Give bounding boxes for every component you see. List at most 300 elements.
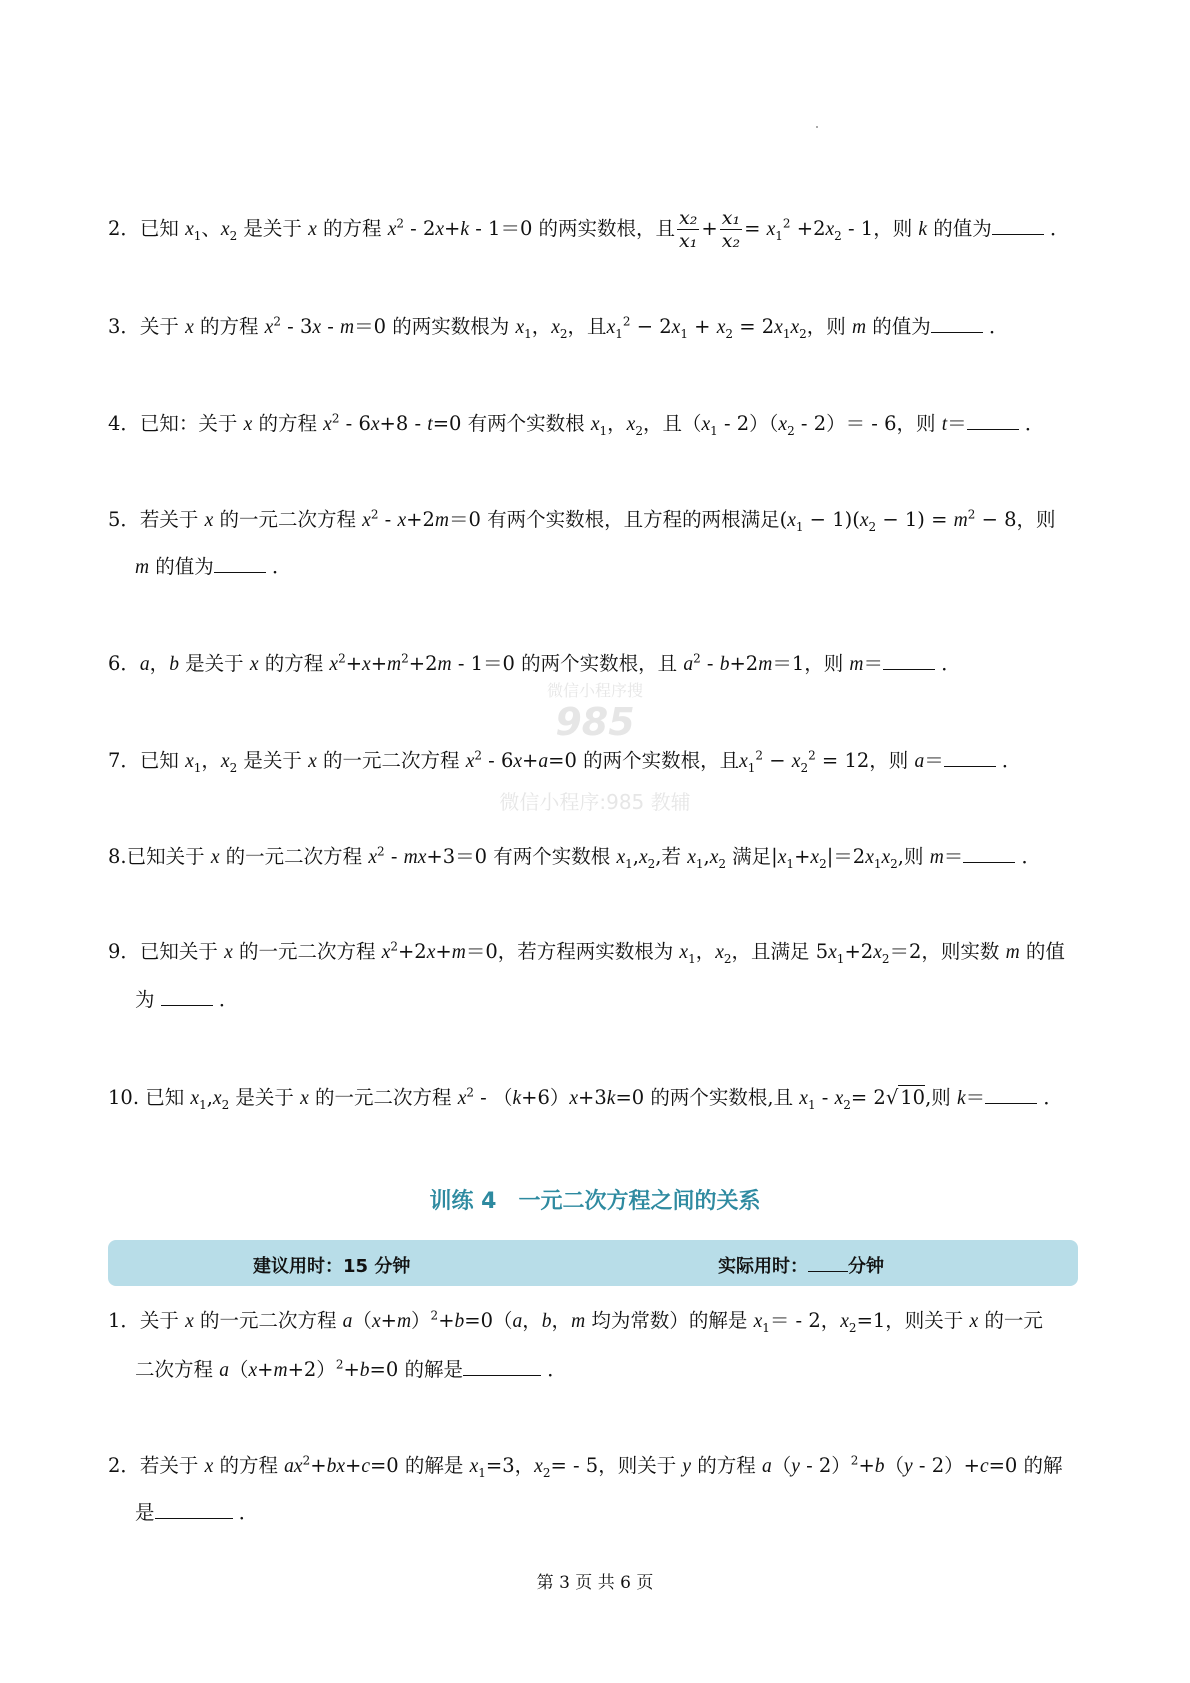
superscript: 2	[850, 1453, 859, 1468]
math-variable: x	[715, 942, 724, 963]
math-variable: x	[859, 510, 869, 531]
text: ，且	[567, 315, 607, 338]
answer-blank[interactable]	[944, 748, 996, 767]
math-variable: x	[185, 1311, 194, 1332]
subscript: 2	[868, 519, 877, 534]
text: ＝0 有两个实数根，且方程的两根满足(	[448, 508, 788, 531]
subscript: 1	[193, 760, 202, 775]
math-variable: m	[434, 510, 449, 531]
text: ．	[982, 315, 1009, 338]
subscript: 1	[695, 856, 704, 871]
text: -	[321, 315, 341, 338]
text: - 2	[403, 217, 436, 240]
text: +2	[844, 940, 874, 963]
text: 的值为	[927, 217, 992, 240]
text: 3．关于	[108, 315, 186, 338]
text: ）	[411, 1309, 431, 1332]
math-variable: x	[212, 1088, 222, 1109]
text: +	[438, 1309, 455, 1332]
math-variable: m	[437, 654, 452, 675]
text: 的方程	[213, 1454, 285, 1477]
text: 的值为	[866, 315, 931, 338]
math-variable: b	[359, 1360, 370, 1381]
text: |＝2	[826, 845, 866, 868]
subscript: 1	[782, 326, 791, 341]
text: 的方程	[691, 1454, 762, 1477]
text: - 6	[481, 749, 514, 772]
math-variable: x	[840, 1311, 849, 1332]
text: −	[763, 749, 792, 772]
math-variable: b	[874, 1456, 885, 1477]
problem-9	[108, 937, 1065, 968]
text: 的一元二次方程	[232, 940, 382, 963]
math-variable: x	[515, 317, 525, 338]
text: +3＝0 有两个实数根	[426, 845, 617, 868]
text: =0（	[464, 1309, 513, 1332]
math-variable: x	[969, 1311, 979, 1332]
superscript: 2	[474, 748, 482, 763]
subscript: 2	[221, 1097, 230, 1112]
text: 的一元二次方程	[193, 1309, 343, 1332]
math-variable: x	[220, 751, 230, 772]
text: ＝2，则实数	[889, 940, 1006, 963]
text: 的方程	[316, 217, 388, 240]
subscript: 2	[843, 1097, 851, 1112]
math-variable: x	[308, 751, 317, 772]
numerator: x₂	[679, 207, 698, 229]
text: 是	[135, 1501, 155, 1524]
text: =0 的两个实数根，且	[548, 749, 740, 772]
subscript: 1	[193, 228, 202, 243]
subscript: 1	[873, 856, 882, 871]
subscript: 1	[680, 326, 688, 341]
subscript: 1	[688, 951, 696, 966]
text: = 2	[733, 315, 775, 338]
answer-blank[interactable]	[985, 1085, 1037, 1104]
text: 的值	[1019, 940, 1065, 963]
text: +	[380, 1309, 397, 1332]
text: +	[345, 652, 363, 675]
subscript: 2	[647, 856, 656, 871]
text: =0 的解是	[369, 1358, 463, 1381]
text: +	[444, 217, 461, 240]
superscript: 2	[967, 507, 976, 522]
text: -	[700, 652, 720, 675]
actual-time	[718, 1252, 884, 1278]
text: （	[884, 1454, 905, 1477]
subscript: 2	[229, 760, 238, 775]
text: − 1) =	[876, 508, 954, 531]
text: +	[522, 749, 539, 772]
text: ＝	[863, 652, 884, 675]
page-footer: 第 3 页 共 6 页	[536, 1573, 654, 1593]
math-variable: a	[914, 751, 925, 772]
text: +2	[406, 508, 435, 531]
superscript: 2	[377, 844, 385, 859]
math-variable: c	[979, 1456, 989, 1477]
math-variable: x	[368, 847, 378, 868]
subscript: 1	[836, 951, 845, 966]
text: （	[771, 1454, 792, 1477]
superscript: 2	[430, 1308, 439, 1323]
math-variable: a	[512, 1311, 523, 1332]
superscript: 2	[755, 748, 764, 763]
text: +	[257, 1358, 274, 1381]
text: ，且（	[642, 412, 702, 435]
math-variable: x	[362, 654, 371, 675]
denominator: x₂	[721, 230, 741, 252]
math-variable: m	[571, 1311, 586, 1332]
text: 的方程	[258, 652, 330, 675]
math-variable: x	[248, 1360, 258, 1381]
math-variable: x	[534, 1456, 543, 1477]
math-variable: a	[683, 654, 694, 675]
text: =0 的两个实数根,且	[615, 1086, 800, 1109]
math-variable: x	[224, 942, 233, 963]
subscript: 2	[787, 423, 795, 438]
text: ＝	[965, 1086, 986, 1109]
math-variable: x	[590, 414, 600, 435]
math-variable: x	[469, 1456, 479, 1477]
text: 的一元二次方程	[316, 749, 466, 772]
text: +8 -	[379, 412, 428, 435]
math-variable: x	[701, 414, 711, 435]
subscript: 1	[795, 519, 804, 534]
text: 6．	[108, 652, 140, 675]
math-variable: x	[465, 751, 475, 772]
section-problem-1-cont	[135, 1355, 567, 1386]
math-variable: x	[825, 219, 835, 240]
subscript: 1	[478, 1465, 486, 1480]
text: - 2）+	[912, 1454, 980, 1477]
problem-9-cont	[135, 985, 238, 1015]
text: 二次方程	[135, 1358, 220, 1381]
text: ，	[551, 1309, 572, 1332]
text: − 1)(	[803, 508, 860, 531]
math-variable: x	[204, 510, 214, 531]
text: ，	[201, 749, 221, 772]
math-variable: a	[538, 751, 549, 772]
subscript: 2	[542, 1465, 551, 1480]
subscript: 1	[786, 856, 795, 871]
sqrt-radicand: 10	[900, 1086, 926, 1109]
math-variable: m	[851, 317, 867, 338]
text: 2．已知	[108, 217, 186, 240]
math-variable: x	[417, 847, 427, 868]
subscript: 2	[800, 760, 809, 775]
text: （	[352, 1309, 372, 1332]
section-problem-2	[108, 1451, 1063, 1482]
math-variable: x	[190, 1088, 200, 1109]
math-variable: y	[682, 1456, 692, 1477]
subscript: 1	[199, 1097, 207, 1112]
math-variable: x	[616, 847, 626, 868]
math-variable: x	[626, 414, 636, 435]
watermark-line2: 微信小程序:985 教辅	[499, 790, 691, 814]
text: =0 有两个实数根	[432, 412, 591, 435]
text: - 2）（	[717, 412, 779, 435]
subscript: 1	[747, 760, 756, 775]
section-title: 训练 4 一元二次方程之间的关系	[429, 1189, 761, 1214]
text: ．	[212, 988, 239, 1011]
actual-time-blank[interactable]	[808, 1255, 848, 1272]
problem-8	[108, 842, 1041, 873]
math-variable: x	[787, 510, 796, 531]
text: +	[687, 315, 717, 338]
suggested-time: 建议用时：15 分钟	[253, 1256, 411, 1277]
text: = - 5，则关于	[550, 1454, 683, 1477]
text: ，则	[806, 315, 852, 338]
text: ．	[1015, 845, 1041, 868]
answer-blank[interactable]	[931, 314, 983, 333]
text: +2）	[287, 1358, 336, 1381]
math-variable: x	[204, 1456, 214, 1477]
math-variable: b	[326, 1456, 337, 1477]
denominator: x₁	[679, 230, 698, 252]
text: ，	[531, 315, 552, 338]
text: 是关于	[237, 217, 309, 240]
math-variable: x	[799, 1088, 808, 1109]
answer-blank[interactable]	[161, 987, 213, 1006]
text: =0 的解	[988, 1454, 1063, 1477]
text: − 2	[630, 315, 672, 338]
problem-4	[108, 409, 1044, 440]
math-variable: x	[381, 942, 391, 963]
math-variable: x	[387, 219, 397, 240]
text: +	[435, 940, 452, 963]
problem-5	[108, 505, 1056, 536]
math-variable: x	[739, 751, 748, 772]
subscript: 2	[834, 228, 842, 243]
text: ，	[607, 412, 627, 435]
math-variable: x	[679, 942, 689, 963]
text: ．	[935, 652, 961, 675]
subscript: 2	[725, 326, 733, 341]
text: 8.已知关于	[108, 845, 211, 868]
math-variable: x	[810, 847, 820, 868]
math-variable: x	[293, 1456, 303, 1477]
math-variable: x	[569, 1088, 579, 1109]
math-variable: x	[329, 654, 339, 675]
fraction	[677, 207, 699, 252]
math-variable: b	[454, 1311, 465, 1332]
math-variable: x	[709, 847, 719, 868]
text: +	[343, 1358, 360, 1381]
superscript: 2	[401, 651, 409, 666]
math-variable: a	[761, 1456, 772, 1477]
math-variable: m	[403, 847, 418, 868]
subscript: 2	[799, 326, 807, 341]
math-variable: x	[774, 317, 783, 338]
text: ,若	[655, 845, 688, 868]
text: ．	[1018, 412, 1045, 435]
text: ，且满足 5	[731, 940, 829, 963]
math-variable: a	[219, 1360, 229, 1381]
text: 10. 已知	[108, 1086, 191, 1109]
math-variable: x	[791, 751, 801, 772]
text: ＝1，则	[772, 652, 850, 675]
subscript: 1	[625, 856, 633, 871]
math-variable: x	[777, 847, 787, 868]
math-variable: m	[758, 654, 773, 675]
math-variable: m	[135, 557, 150, 578]
text: 的方程	[193, 315, 265, 338]
watermark-line1: 微信小程序搜	[546, 681, 643, 700]
answer-blank[interactable]	[967, 411, 1019, 430]
math-variable: x	[513, 751, 523, 772]
math-variable: a	[342, 1311, 353, 1332]
math-variable: t	[941, 414, 948, 435]
math-variable: m	[396, 1311, 412, 1332]
math-variable: x	[397, 510, 407, 531]
problem-3	[108, 312, 1008, 343]
superscript: 2	[396, 216, 404, 231]
text: 的方程	[252, 412, 324, 435]
math-variable: x	[370, 414, 380, 435]
math-variable: m	[387, 654, 402, 675]
answer-blank[interactable]	[463, 1357, 541, 1376]
text: - 6	[339, 412, 371, 435]
math-variable: x	[362, 510, 371, 531]
text: ．	[541, 1358, 567, 1381]
watermark-number: 985	[555, 700, 635, 744]
text: − 8，则	[975, 508, 1056, 531]
section-problem-1	[108, 1306, 1043, 1337]
math-variable: k	[957, 1088, 966, 1109]
text: 2．若关于	[108, 1454, 205, 1477]
text: +	[858, 1454, 875, 1477]
answer-blank[interactable]	[992, 216, 1044, 235]
math-variable: x	[323, 414, 332, 435]
text: ．	[232, 1501, 259, 1524]
text: - 3	[280, 315, 313, 338]
math-variable: k	[460, 219, 470, 240]
math-variable: b	[169, 654, 179, 675]
text: 5．若关于	[108, 508, 205, 531]
text: =3，	[485, 1454, 535, 1477]
answer-blank[interactable]	[214, 554, 266, 573]
math-variable: t	[427, 414, 433, 435]
text: +6）	[521, 1086, 570, 1109]
text: 的一元二次方程	[219, 845, 369, 868]
math-variable: x	[308, 219, 317, 240]
text: 的一元二次方程	[308, 1086, 458, 1109]
time-box	[108, 1240, 1078, 1286]
text: +	[701, 217, 718, 240]
superscript: 2	[335, 1357, 344, 1372]
text: = 12，则	[815, 749, 915, 772]
math-variable: x	[766, 219, 776, 240]
math-variable: k	[918, 219, 928, 240]
math-variable: m	[953, 510, 968, 531]
math-variable: k	[606, 1088, 616, 1109]
math-variable: x	[210, 847, 220, 868]
text: +	[344, 1454, 362, 1477]
text: ．	[995, 749, 1022, 772]
text: +3	[578, 1086, 607, 1109]
math-variable: x	[243, 414, 253, 435]
text: ,则	[897, 845, 930, 868]
subscript: 2	[229, 228, 238, 243]
text: ．	[1037, 1086, 1063, 1109]
text: ,	[703, 845, 710, 868]
section-problem-2-cont	[135, 1498, 258, 1528]
math-variable: x	[551, 317, 560, 338]
math-variable: x	[336, 1456, 345, 1477]
answer-blank[interactable]	[963, 844, 1015, 863]
text: +	[310, 1454, 327, 1477]
math-variable: c	[361, 1456, 370, 1477]
math-variable: x	[716, 317, 726, 338]
math-variable: y	[904, 1456, 913, 1477]
math-variable: m	[1005, 942, 1020, 963]
subscript: 2	[635, 423, 643, 438]
math-variable: b	[719, 654, 730, 675]
math-variable: x	[220, 219, 230, 240]
math-variable: x	[790, 317, 800, 338]
math-variable: x	[185, 751, 194, 772]
superscript: 2	[338, 651, 346, 666]
text: ,	[632, 845, 639, 868]
subscript: 1	[775, 228, 783, 243]
subscript: 2	[881, 951, 890, 966]
math-variable: x	[300, 1088, 309, 1109]
text: 的值为	[149, 555, 214, 578]
math-variable: x	[457, 1088, 467, 1109]
math-variable: m	[273, 1360, 288, 1381]
math-variable: x	[638, 847, 648, 868]
math-variable: a	[139, 654, 150, 675]
actual-time-unit: 分钟	[848, 1256, 884, 1277]
text: ．	[265, 555, 292, 578]
text: 的一元二次方程	[213, 508, 363, 531]
math-variable: x	[687, 847, 696, 868]
text: - 2）＝ - 6，则	[794, 412, 942, 435]
math-variable: x	[249, 654, 259, 675]
text: 的一元	[978, 1309, 1043, 1332]
text: - 1＝0 的两实数根，且	[469, 217, 676, 240]
subscript: 2	[890, 856, 898, 871]
text: ＝	[947, 412, 967, 435]
subscript: 1	[599, 423, 608, 438]
math-variable: m	[849, 654, 864, 675]
text: 、	[201, 217, 221, 240]
text: 是关于	[229, 1086, 301, 1109]
text: =1，则关于	[856, 1309, 970, 1332]
text: ＝	[943, 845, 964, 868]
text: +2	[397, 940, 427, 963]
text: =	[744, 217, 767, 240]
text: +2	[729, 652, 759, 675]
math-variable: x	[371, 1311, 381, 1332]
text: ＝0，若方程两实数根为	[465, 940, 680, 963]
answer-blank[interactable]	[883, 651, 935, 670]
subscript: 2	[819, 856, 827, 871]
math-variable: x	[606, 317, 616, 338]
text: ．	[1043, 217, 1070, 240]
subscript: 1	[710, 423, 718, 438]
subscript: 1	[615, 326, 623, 341]
text: ，	[695, 940, 716, 963]
math-variable: x	[828, 942, 837, 963]
answer-blank[interactable]	[155, 1500, 233, 1519]
problem-2	[108, 207, 1069, 252]
text: 是关于	[178, 652, 250, 675]
text: ,则	[925, 1086, 957, 1109]
text: +	[794, 845, 811, 868]
text: 4．已知：关于	[108, 412, 244, 435]
text: 1．关于	[108, 1309, 186, 1332]
